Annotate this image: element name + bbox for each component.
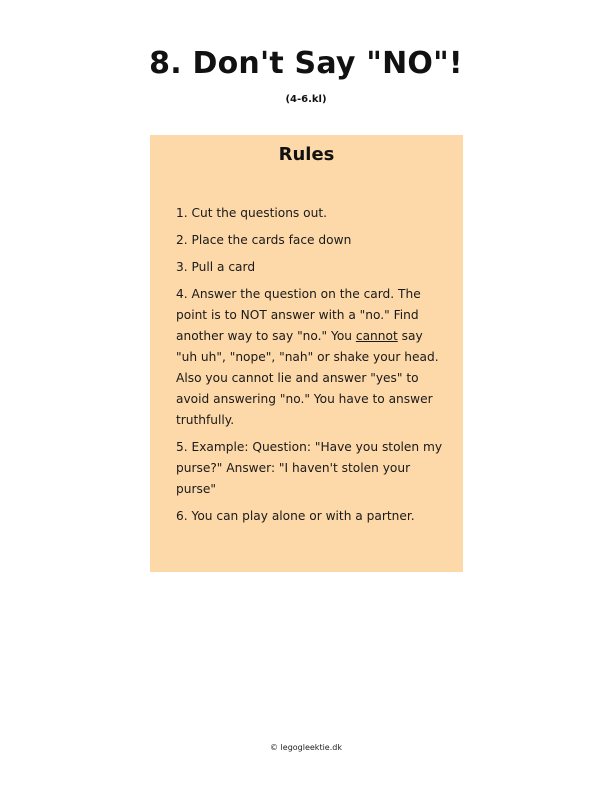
rule-item-3: 3. Pull a card <box>176 260 256 274</box>
rule-item-4-text-after: say "uh uh", "nope", "nah" or shake your head. Also you cannot lie and answer "yes" to avoid answering "no." You have to answer truthfully. <box>176 329 439 427</box>
rule-item-5: 5. Example: Question: "Have you stolen my purse?" Answer: "I haven't stolen your purse" <box>176 440 443 496</box>
page-title: 8. Don't Say "NO"! <box>149 46 463 81</box>
rule-item-4-underlined-word: cannot <box>355 329 398 343</box>
rule-item-6: 6. You can play alone or with a partner. <box>176 509 415 523</box>
rules-heading: Rules <box>278 144 335 165</box>
rule-item-1: 1. Cut the questions out. <box>176 206 327 220</box>
footer-copyright: © legogleektie.dk <box>270 743 342 752</box>
rule-item-4-text-before: 4. Answer the question on the card. The point is to NOT answer with a "no." Find another way to say "no." You <box>176 287 421 343</box>
rule-item-2: 2. Place the cards face down <box>176 233 352 247</box>
grade-level-subtitle: (4-6.kl) <box>285 94 327 105</box>
rule-item-4 <box>176 284 444 431</box>
rules-list <box>176 203 444 533</box>
